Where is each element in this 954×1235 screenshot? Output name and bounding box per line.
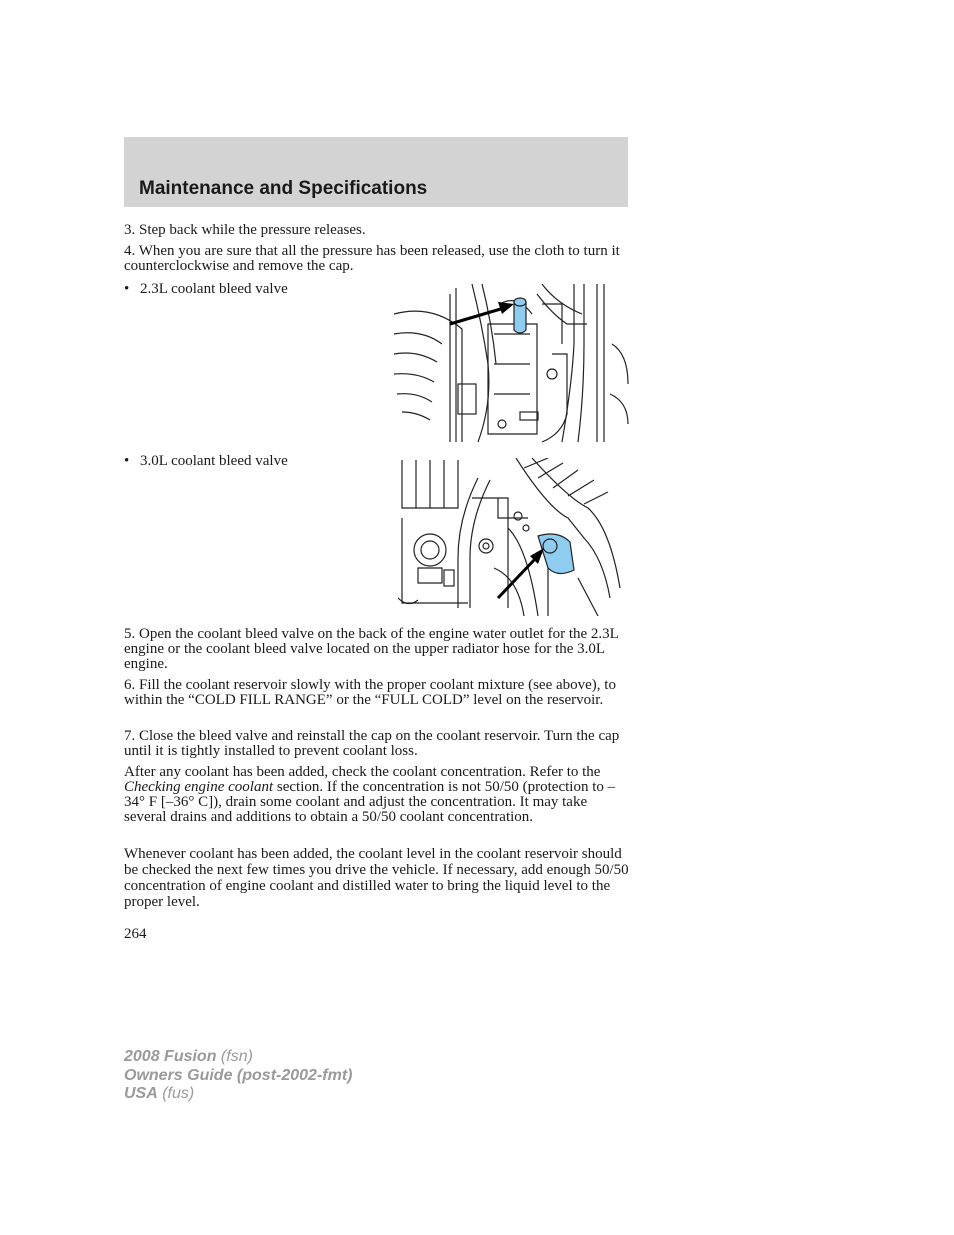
bullet-2-3l-label: 2.3L coolant bleed valve: [140, 281, 288, 297]
footer-line-2: Owners Guide (post-2002-fmt): [124, 1066, 353, 1084]
bullet-dot-icon: •: [124, 281, 130, 297]
bleed-valve-highlight: [538, 534, 574, 574]
concentration-paragraph: [124, 765, 630, 825]
checking-engine-coolant-reference: Checking engine coolant: [124, 779, 274, 795]
pointer-arrow-line: [450, 308, 504, 324]
step-3-text: 3. Step back while the pressure releases.: [124, 222, 366, 238]
step-7-text: 7. Close the bleed valve and reinstall the cap on the coolant reservoir. Turn the cap until it is tightly installed to prevent coolant loss.: [124, 728, 620, 759]
bullet-2-3l-valve: [124, 282, 288, 297]
bullet-3-0l-label: 3.0L coolant bleed valve: [140, 453, 288, 469]
document-footer: [124, 1048, 352, 1104]
page-number: 264: [124, 926, 147, 942]
step-5-text: 5. Open the coolant bleed valve on the back of the engine water outlet for the 2.3L engine or the coolant bleed valve located on the upper radiator hose for the 3.0L engine.: [124, 626, 619, 672]
section-title: Maintenance and Specifications: [139, 178, 428, 199]
footer-line-3: USA (fus): [124, 1085, 195, 1102]
concentration-text-1: After any coolant has been added, check the coolant concentration. Refer to the: [124, 764, 601, 780]
step-6-text: 6. Fill the coolant reservoir slowly with the proper coolant mixture (see above), to within the “COLD FILL RANGE” or the “FULL COLD” level on the reservoir.: [124, 677, 616, 708]
bullet-dot-icon: •: [124, 453, 130, 469]
bullet-3-0l-valve: [124, 454, 288, 469]
concentration-text-2: section. If the concentration is not 50/50 (protection to –34° F [–36° C]), drain some coolant and adjust the concentration. It may take several drains and additions to obtain a 50/50 coolant concentration.: [124, 779, 616, 825]
whenever-paragraph: Whenever coolant has been added, the coolant level in the coolant reservoir should be checked the next few times you drive the vehicle. If necessary, add enough 50/50 concentration of engine coolant and distilled water to bring the liquid level to the proper level.: [124, 846, 629, 910]
footer-line-1: 2008 Fusion (fsn): [124, 1048, 253, 1065]
engine-2-3l-illustration: [392, 284, 630, 444]
section-header-band: [124, 137, 628, 207]
arrow-head-icon: [498, 302, 514, 314]
step-4-text: 4. When you are sure that all the pressure has been released, use the cloth to turn it counterclockwise and remove the cap.: [124, 243, 620, 274]
engine-3-0l-illustration: [398, 458, 622, 616]
